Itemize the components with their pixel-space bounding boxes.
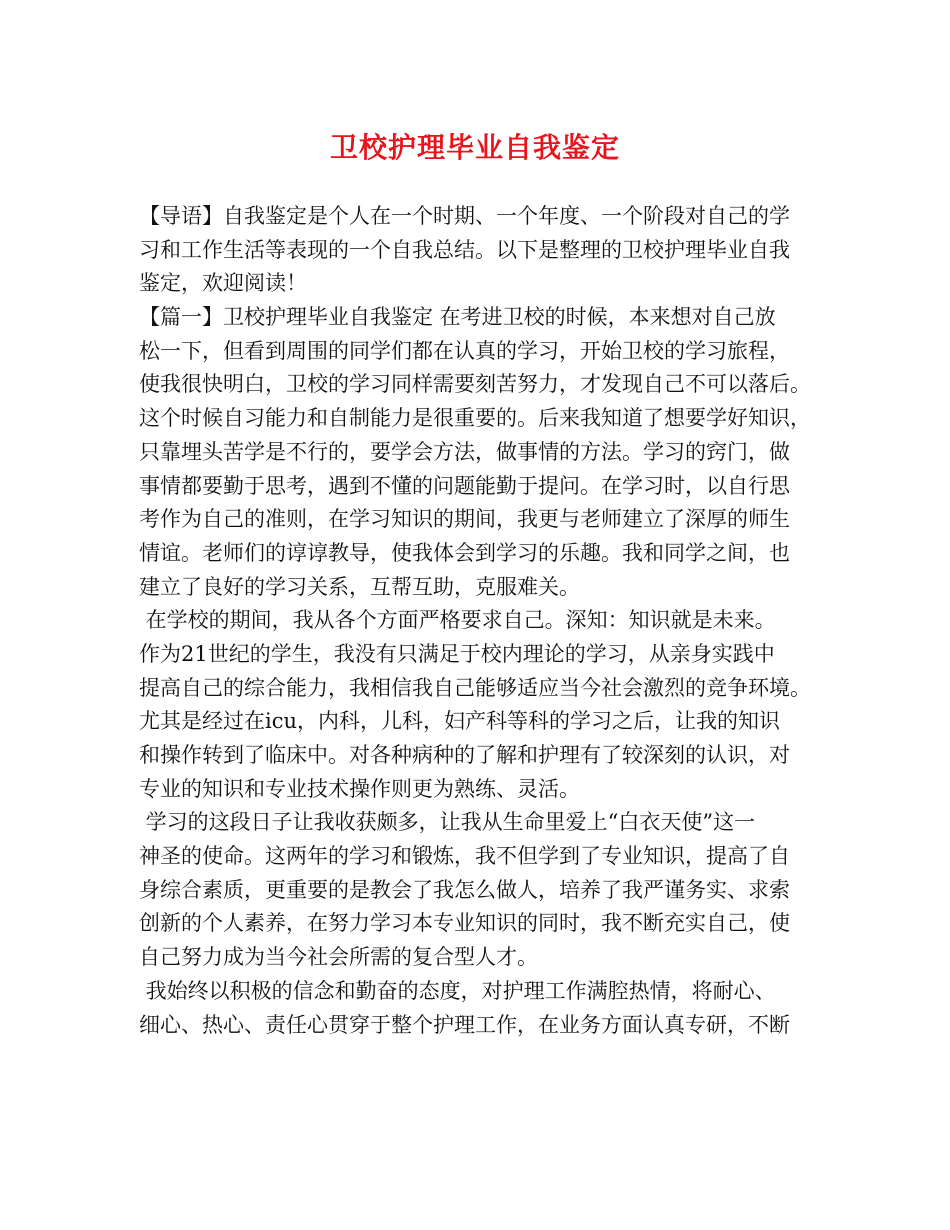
- text-line: 建立了良好的学习关系，互帮互助，克服难关。: [139, 574, 580, 599]
- text-line: 专业的知识和专业技术操作则更为熟练、灵活。: [139, 776, 580, 801]
- text-line: 提高自己的综合能力，我相信我自己能够适应当今社会激烈的竞争环境。: [139, 675, 811, 700]
- text-line: 我始终以积极的信念和勤奋的态度，对护理工作满腔热情，将耐心、: [139, 978, 776, 1003]
- text-line: 这个时候自习能力和自制能力是很重要的。后来我知道了想要学好知识，: [139, 406, 811, 431]
- document-title: 卫校护理毕业自我鉴定: [329, 131, 620, 164]
- text-line: 习和工作生活等表现的一个自我总结。以下是整理的卫校护理毕业自我: [139, 237, 790, 262]
- text-line: 身综合素质，更重要的是教会了我怎么做人，培养了我严谨务实、求索: [139, 877, 790, 902]
- text-line: 学习的这段日子让我收获颇多，让我从生命里爱上“白衣天使”这一: [139, 810, 756, 835]
- text-line: 细心、热心、责任心贯穿于整个护理工作，在业务方面认真专研，不断: [139, 1012, 790, 1037]
- text-line: 作为21世纪的学生，我没有只满足于校内理论的学习，从亲身实践中: [139, 641, 775, 666]
- text-line: 【篇一】卫校护理毕业自我鉴定 在考进卫校的时候，本来想对自己放: [139, 305, 776, 330]
- text-line: 情谊。老师们的谆谆教导，使我体会到学习的乐趣。我和同学之间，也: [139, 540, 790, 565]
- text-line: 和操作转到了临床中。对各种病种的了解和护理有了较深刻的认识，对: [139, 743, 790, 767]
- text-line: 尤其是经过在icu，内科，儿科，妇产科等科的学习之后，让我的知识: [139, 709, 780, 734]
- text-line: 使我很快明白，卫校的学习同样需要刻苦努力，才发现自己不可以落后。: [139, 372, 811, 397]
- text-line: 考作为自己的准则，在学习知识的期间，我更与老师建立了深厚的师生: [139, 507, 790, 532]
- text-line: 松一下，但看到周围的同学们都在认真的学习，开始卫校的学习旅程，: [139, 338, 790, 363]
- text-line: 只靠埋头苦学是不行的，要学会方法，做事情的方法。学习的窍门，做: [139, 439, 790, 464]
- text-line: 【导语】自我鉴定是个人在一个时期、一个年度、一个阶段对自己的学: [139, 204, 790, 228]
- text-line: 创新的个人素养，在努力学习本专业知识的同时，我不断充实自己，使: [139, 911, 790, 936]
- text-line: 鉴定，欢迎阅读！: [139, 271, 307, 296]
- text-line: 在学校的期间，我从各个方面严格要求自己。深知：知识就是未来。: [139, 608, 776, 633]
- text-line: 神圣的使命。这两年的学习和锻炼，我不但学到了专业知识，提高了自: [139, 844, 790, 869]
- document-body: [139, 200, 819, 1042]
- text-line: 事情都要勤于思考，遇到不懂的问题能勤于提问。在学习时，以自行思: [139, 473, 790, 498]
- text-line: 自己努力成为当今社会所需的复合型人才。: [139, 945, 538, 970]
